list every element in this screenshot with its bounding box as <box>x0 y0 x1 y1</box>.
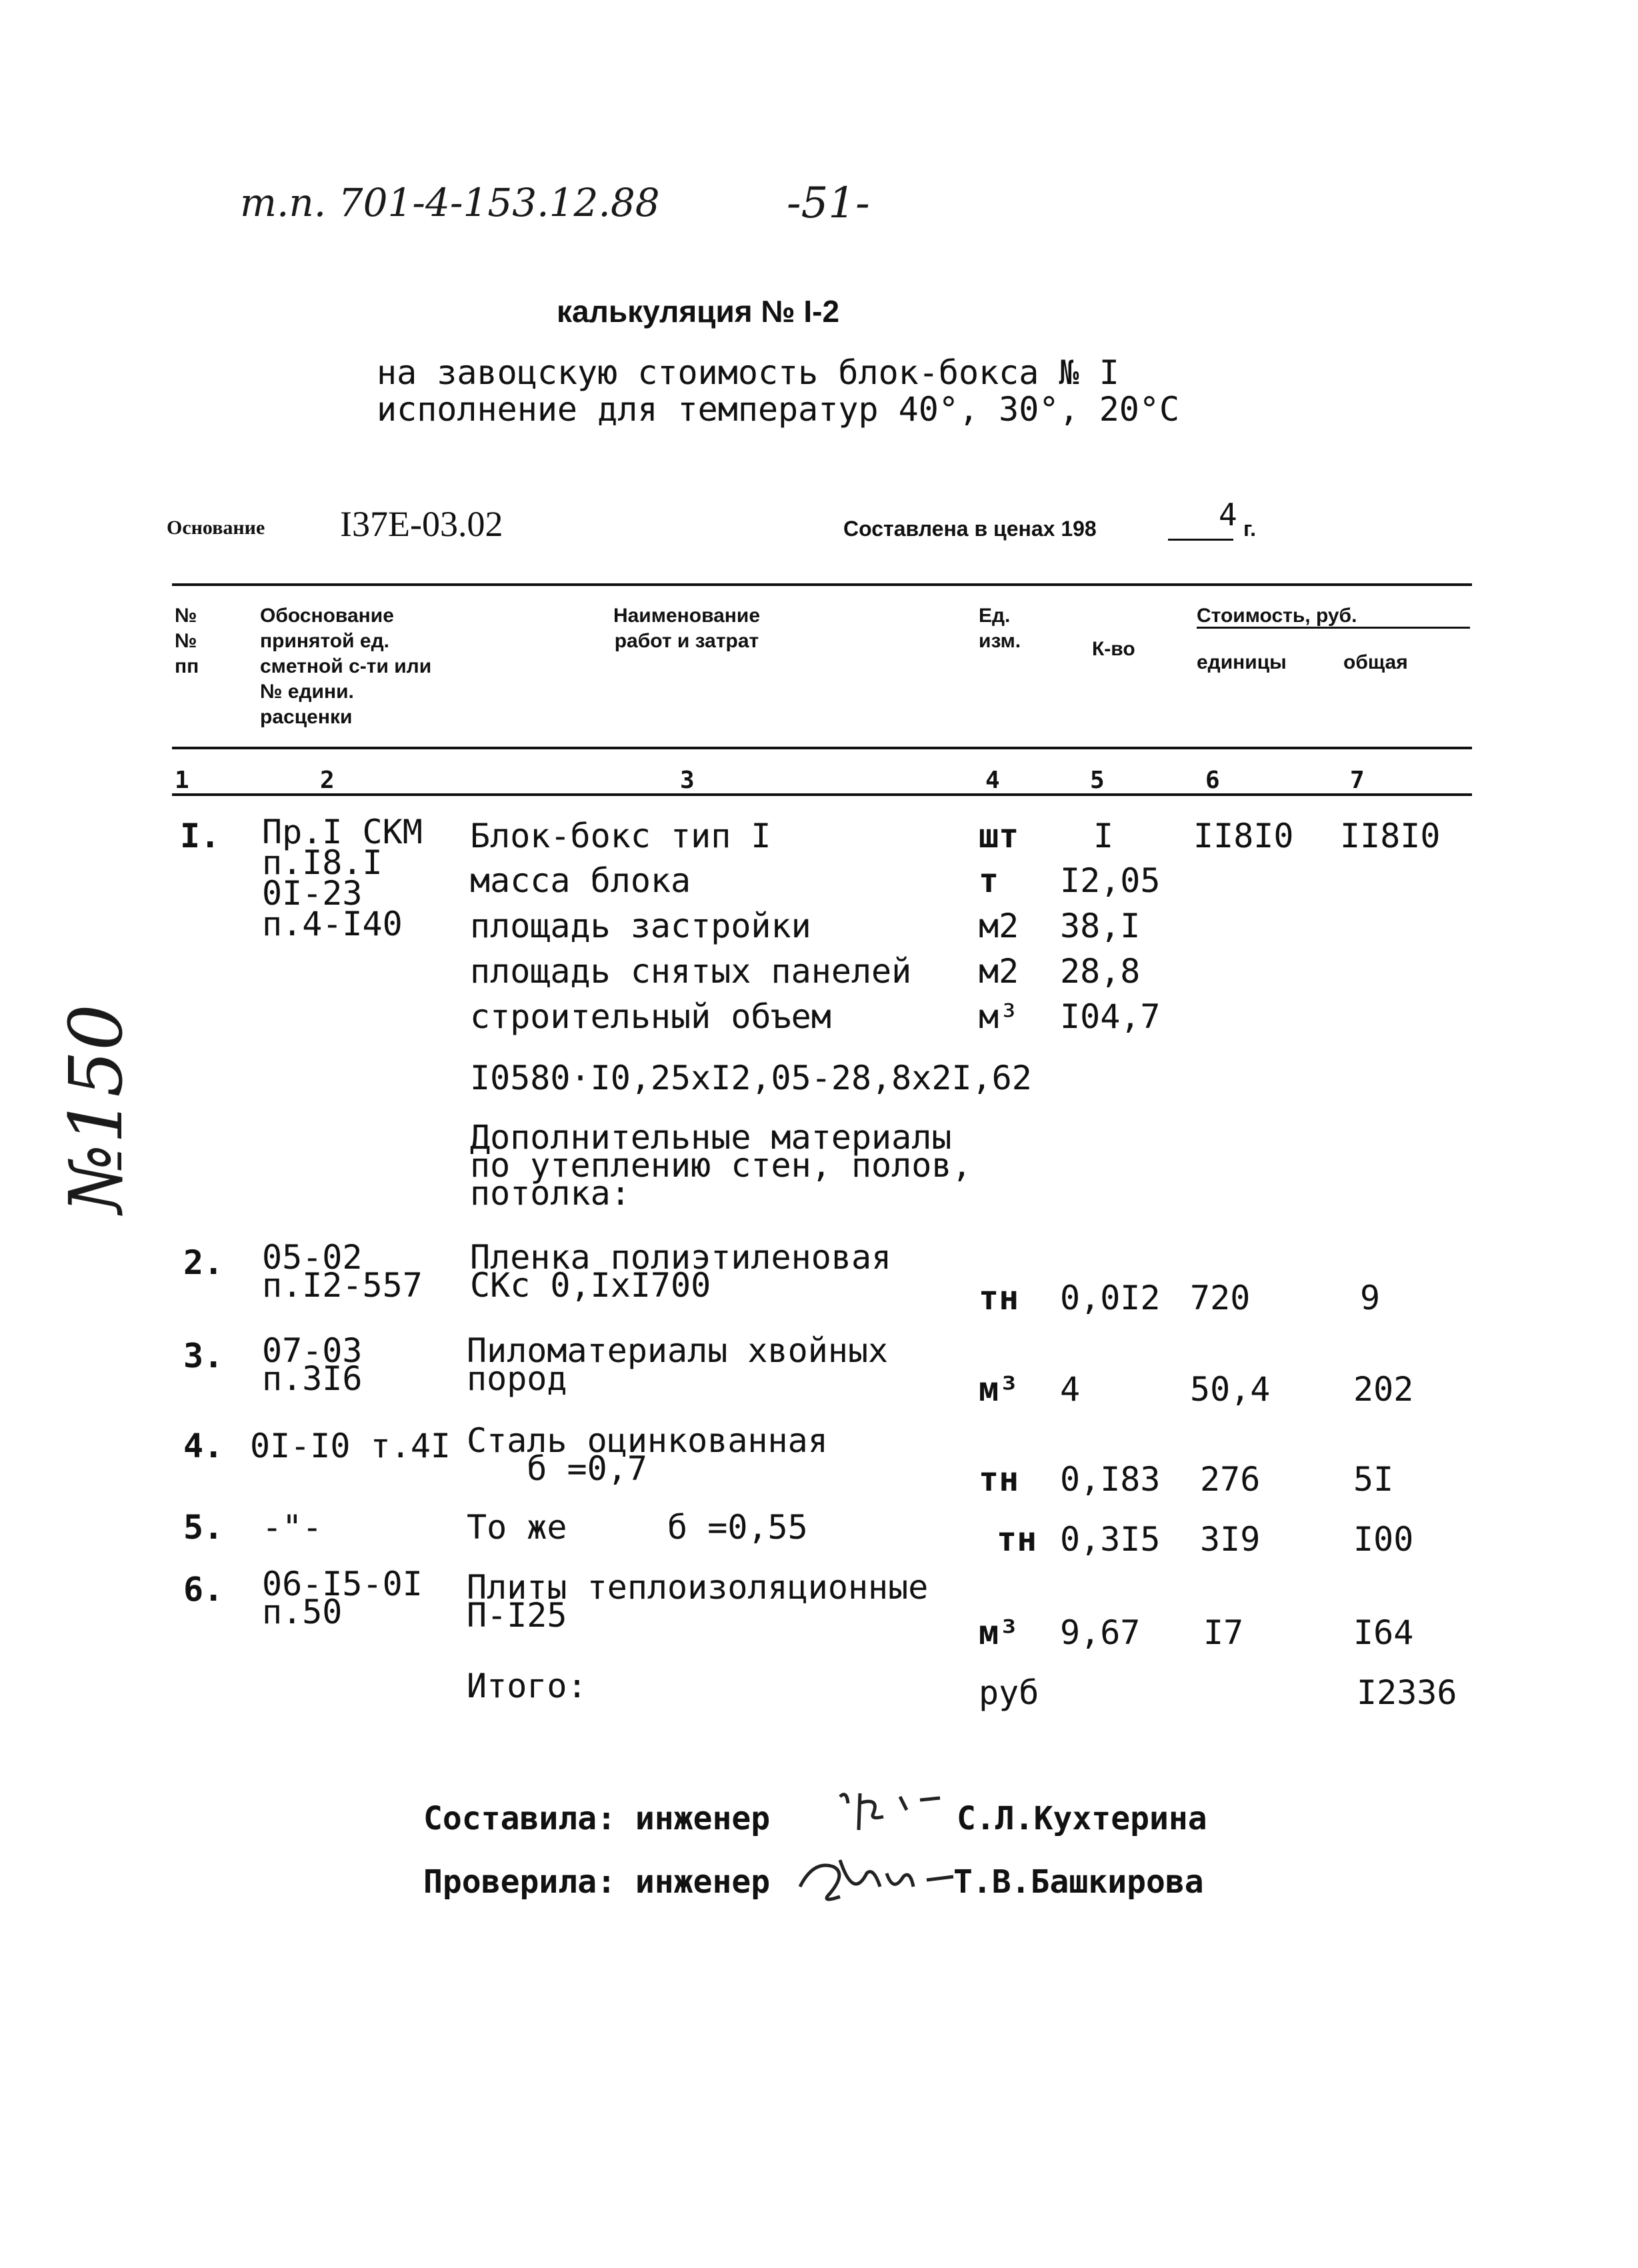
total-label: Итого: <box>467 1667 587 1705</box>
row-name: Плиты теплоизоляционные П-I25 <box>467 1568 929 1635</box>
row-quantity: 0,0I2 <box>1060 1279 1161 1317</box>
row-unit: м2 <box>979 907 1019 945</box>
row-name: То же б =0,55 <box>467 1508 808 1547</box>
row-formula: I0580·I0,25xI2,05-28,8x2I,62 <box>470 1059 1032 1097</box>
row-unit: тн <box>979 1460 1019 1499</box>
row-quantity: 38,I <box>1060 907 1141 945</box>
header-cost: Стоимость, руб. <box>1197 605 1357 627</box>
row-name: Пленка полиэтиленовая СКс 0,IxI700 <box>470 1238 892 1305</box>
row-justification: Пр.I СКМ п.I8.I 0I-23 п.4-I40 <box>262 813 423 943</box>
row-name: строительный объем <box>470 997 831 1036</box>
compiled-by-name: С.Л.Кухтерина <box>957 1800 1207 1837</box>
checked-by-label: Проверила: инженер <box>423 1863 771 1901</box>
handwritten-signature-2 <box>793 1847 960 1913</box>
compiled-signature <box>833 1783 953 1847</box>
row-quantity: 0,I83 <box>1060 1460 1161 1499</box>
row-unit-price: II8I0 <box>1193 817 1294 855</box>
row-number: 5. <box>183 1508 224 1547</box>
row-justification: -"- <box>262 1508 323 1547</box>
row-quantity: 9,67 <box>1060 1613 1141 1652</box>
column-number: 1 <box>175 767 189 794</box>
total-unit: руб <box>979 1673 1039 1712</box>
column-number-rule <box>172 793 1472 796</box>
row-name: площадь снятых панелей <box>470 952 912 991</box>
compiled-by-label: Составила: инженер <box>423 1800 771 1837</box>
row-name: Дополнительные материалы по утеплению стен, полов, потолка: <box>470 1118 972 1213</box>
row-quantity: I04,7 <box>1060 997 1161 1036</box>
row-quantity: 4 <box>1060 1370 1081 1409</box>
header-bottom-rule <box>172 747 1472 749</box>
row-unit-price: 50,4 <box>1190 1370 1271 1409</box>
checked-by-name: Т.В.Башкирова <box>953 1863 1204 1901</box>
row-total: 202 <box>1353 1370 1414 1409</box>
header-cost-unit: единицы <box>1197 651 1287 673</box>
subtitle-line-2: исполнение для температур 40°, 30°, 20°C <box>377 390 1180 429</box>
row-unit-price: 276 <box>1200 1460 1261 1499</box>
row-quantity: I <box>1093 817 1114 855</box>
row-unit: м2 <box>979 952 1019 991</box>
column-number: 7 <box>1350 767 1365 794</box>
row-justification: 07-03 п.3I6 <box>262 1331 363 1398</box>
row-unit: шт <box>979 817 1019 855</box>
header-qty: К-во <box>1092 638 1135 660</box>
row-total: II8I0 <box>1340 817 1441 855</box>
row-unit-price: 720 <box>1190 1279 1251 1317</box>
total-value: I2336 <box>1357 1673 1457 1712</box>
document-title: калькуляция № I-2 <box>557 294 840 329</box>
row-number: 3. <box>183 1337 224 1375</box>
subtitle-line-1: на завоцскую стоимость блок-бокса № I <box>377 353 1119 392</box>
row-unit-price: 3I9 <box>1200 1520 1261 1559</box>
column-number: 3 <box>680 767 695 794</box>
year-underline <box>1168 539 1233 541</box>
row-quantity: I2,05 <box>1060 861 1161 900</box>
header-justification: Обоснование принятой ед. сметной с-ти или № едини. расценки <box>260 605 432 728</box>
row-quantity: 0,3I5 <box>1060 1520 1161 1559</box>
row-name: Пиломатериалы хвойных пород <box>467 1331 889 1398</box>
row-unit: тн <box>997 1520 1037 1559</box>
header-unit: Ед. изм. <box>979 605 1021 652</box>
row-number: 4. <box>183 1427 224 1465</box>
basis-value: I37E-03.02 <box>340 504 503 544</box>
row-quantity: 28,8 <box>1060 952 1141 991</box>
row-justification: 0I-I0 т.4I <box>250 1427 451 1465</box>
row-unit: м³ <box>979 1613 1019 1652</box>
row-name: Сталь оцинкованная б =0,7 <box>467 1421 828 1488</box>
checked-signature <box>793 1847 960 1916</box>
column-number: 5 <box>1090 767 1105 794</box>
doc-reference: т.п. 701-4-153.12.88 <box>240 180 660 225</box>
row-name: масса блока <box>470 861 691 900</box>
row-unit: т <box>979 861 999 900</box>
row-name: площадь застройки <box>470 907 811 945</box>
page-number: -51- <box>787 179 870 228</box>
basis-label: Основание <box>167 517 265 539</box>
row-total: 5I <box>1353 1460 1394 1499</box>
prices-year-digit: 4 <box>1219 497 1237 533</box>
header-cost-total: общая <box>1343 651 1408 673</box>
prices-suffix: г. <box>1243 517 1257 541</box>
column-number: 6 <box>1205 767 1220 794</box>
row-justification: 06-I5-0I п.50 <box>262 1565 423 1631</box>
row-total: 9 <box>1360 1279 1381 1317</box>
row-total: I00 <box>1353 1520 1414 1559</box>
row-name: Блок-бокс тип I <box>470 817 771 855</box>
table-top-rule <box>172 583 1472 586</box>
column-number: 4 <box>985 767 1000 794</box>
prices-label: Составлена в ценах 198 <box>843 517 1097 541</box>
handwritten-signature-1 <box>833 1783 953 1837</box>
header-name: Наименование работ и затрат <box>613 605 761 652</box>
row-number: I. <box>180 817 221 855</box>
row-total: I64 <box>1353 1613 1414 1652</box>
row-unit: м³ <box>979 1370 1019 1409</box>
row-number: 2. <box>183 1243 224 1282</box>
row-justification: 05-02 п.I2-557 <box>262 1238 423 1305</box>
margin-note: №150 <box>53 1003 139 1213</box>
row-unit-price: I7 <box>1203 1613 1244 1652</box>
column-number: 2 <box>320 767 335 794</box>
row-unit: тн <box>979 1279 1019 1317</box>
row-number: 6. <box>183 1570 224 1609</box>
row-unit: м³ <box>979 997 1019 1036</box>
header-num: №№ пп <box>175 605 199 677</box>
